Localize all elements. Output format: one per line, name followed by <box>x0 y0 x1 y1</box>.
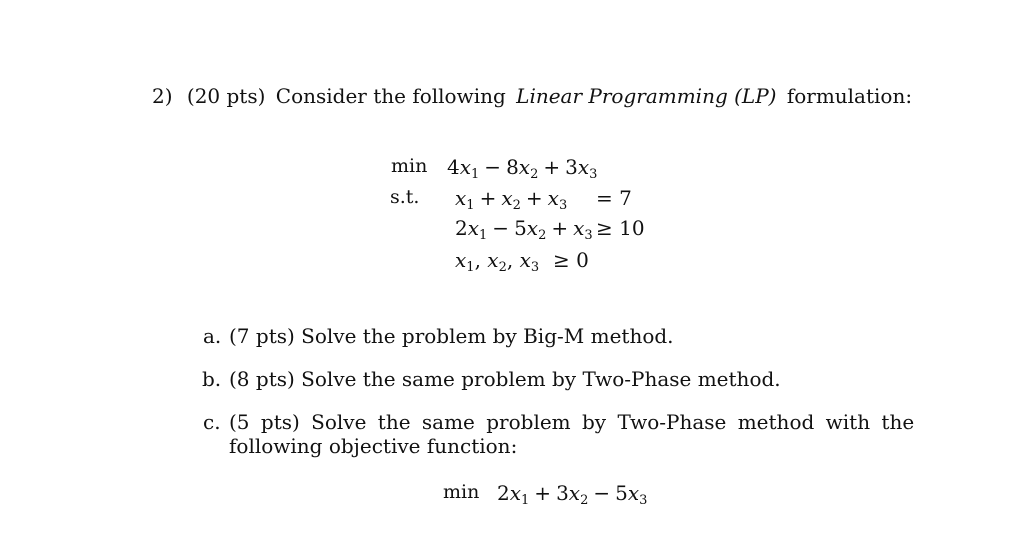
constraint-2-rhs: ≥ 10 <box>596 216 645 240</box>
min-label: min <box>391 155 428 177</box>
part-c-min-label: min <box>443 481 480 503</box>
problem-points: (20 pts) <box>186 84 266 108</box>
problem-number: 2) <box>152 84 173 108</box>
objective-expression: $4x_1 - 8x_2 + 3x_3$ <box>447 155 598 182</box>
nonneg-rhs: ≥ 0 <box>553 248 589 272</box>
part-c-text-line2: following objective function: <box>229 434 518 458</box>
part-b-label: b. <box>202 367 222 391</box>
nonneg-lhs: $x_1$, $x_2$, $x_3$ <box>455 248 540 275</box>
part-c-objective-expression: $2x_1 + 3x_2 - 5x_3$ <box>497 481 648 508</box>
part-b-text: (8 pts) Solve the same problem by Two-Phase method. <box>229 367 781 391</box>
problem-lp-term: Linear Programming (LP) <box>516 84 777 108</box>
part-c-label: c. <box>203 410 221 434</box>
problem-heading <box>152 84 912 108</box>
part-c-text-line1: (5 pts) Solve the same problem by Two-Phase method with the <box>229 410 915 434</box>
constraint-1-lhs: $x_1 + x_2 + x_3$ <box>455 186 568 213</box>
constraint-1-rhs: = 7 <box>596 186 632 210</box>
part-a-label: a. <box>203 324 222 348</box>
st-label: s.t. <box>390 186 420 208</box>
problem-intro: Consider the following <box>275 84 506 108</box>
problem-intro-end: formulation: <box>786 84 913 108</box>
part-a-text: (7 pts) Solve the problem by Big-M method. <box>229 324 674 348</box>
constraint-2-lhs: $2x_1 - 5x_2 + x_3$ <box>455 216 593 243</box>
